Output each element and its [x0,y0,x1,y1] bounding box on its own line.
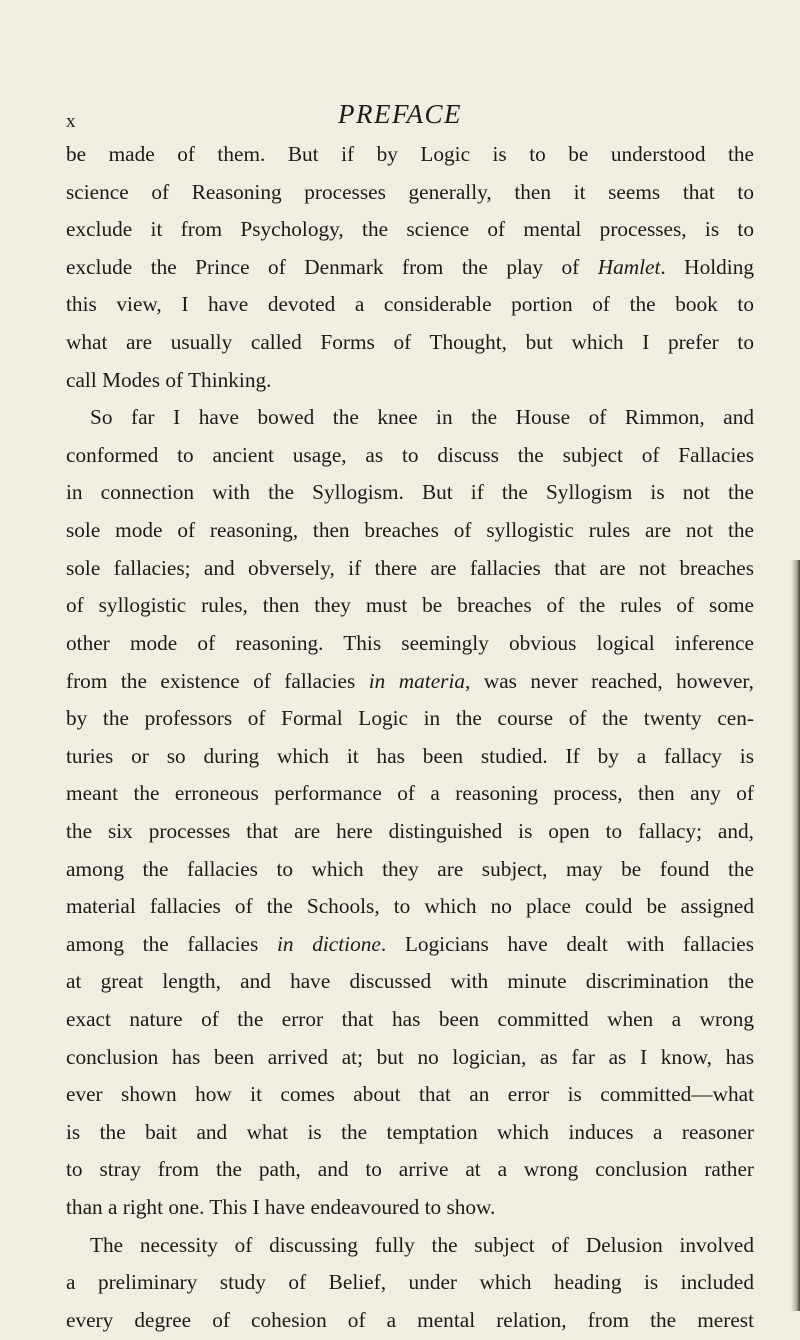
text-line [66,700,754,738]
italic-text: in dictione [276,931,381,956]
text-segment: at great length, and have discussed with minute discrimination the [66,969,754,994]
text-line [66,738,754,776]
text-line [66,286,754,324]
text-segment: be made of them. But if by Logic is to be understood the [66,142,754,166]
text-line [66,362,754,400]
text-line [66,1076,754,1114]
page-edge-shadow [791,560,800,1311]
text-line [66,1114,754,1152]
text-segment: among the fallacies [66,931,277,956]
text-segment: the six processes that are here distinguished is open to fallacy; and, [66,818,754,843]
text-segment: conformed to ancient usage, as to discuss the subject of Fallacies [66,442,754,467]
text-segment: is the bait and what is the temptation which induces a reasoner [66,1119,754,1144]
text-line [66,1151,754,1189]
italic-text: in materia [368,668,466,693]
text-line [66,888,754,926]
text-line [66,1227,754,1265]
text-segment: from the existence of fallacies [66,668,369,693]
text-segment: than a right one. This I have endeavoured to show. [66,1195,496,1220]
text-line [66,437,754,475]
text-line [66,775,754,813]
text-segment: to stray from the path, and to arrive at a wrong conclusion rather [66,1157,754,1182]
text-segment: . Logicians have dealt with fallacies [380,931,754,956]
text-segment: every degree of cohesion of a mental relation, from the merest [66,1307,754,1332]
text-line [66,813,754,851]
text-line [66,1189,754,1227]
text-segment: sole mode of reasoning, then breaches of syllogistic rules are not the [66,518,754,543]
text-line [66,1302,754,1340]
text-segment: of syllogistic rules, then they must be breaches of the rules of some [66,593,754,618]
text-line [66,174,754,212]
text-segment: exclude the Prince of Denmark from the play of [66,254,598,279]
text-line [66,625,754,663]
text-segment: by the professors of Formal Logic in the course of the twenty cen- [66,706,754,731]
text-segment: this view, I have devoted a considerable portion of the book to [66,292,754,317]
text-line [66,926,754,964]
body-text [66,136,754,1340]
text-segment: , was never reached, however, [465,668,754,693]
text-segment: exclude it from Psychology, the science of mental processes, is to [66,217,754,242]
text-line [66,474,754,512]
italic-text: Hamlet [597,254,661,279]
text-line [66,324,754,362]
text-line [66,1039,754,1077]
text-line [66,851,754,889]
text-line [66,211,754,249]
text-segment: ever shown how it comes about that an error is committed—what [66,1082,754,1107]
text-segment: meant the erroneous performance of a reasoning process, then any of [66,781,754,806]
text-segment: sole fallacies; and obversely, if there are fallacies that are not breaches [66,555,754,580]
text-line [66,1001,754,1039]
text-segment: conclusion has been arrived at; but no logician, as far as I know, has [66,1044,754,1069]
text-line [66,587,754,625]
text-segment: So far I have bowed the knee in the House of Rimmon, and [90,405,754,430]
text-segment: a preliminary study of Belief, under which heading is included [66,1270,754,1295]
text-line [66,136,754,174]
running-head: PREFACE [338,99,462,129]
text-line [66,249,754,287]
text-segment: material fallacies of the Schools, to which no place could be assigned [66,894,754,919]
text-line [66,663,754,701]
text-segment: The necessity of discussing fully the subject of Delusion involved [90,1232,754,1257]
text-segment: science of Reasoning processes generally, then it seems that to [66,179,754,204]
page-number: x [66,111,76,132]
text-segment: . Holding [660,254,754,279]
text-segment: turies or so during which it has been studied. If by a fallacy is [66,743,754,768]
text-line [66,399,754,437]
text-segment: exact nature of the error that has been committed when a wrong [66,1007,754,1032]
text-segment: among the fallacies to which they are subject, may be found the [66,856,754,881]
text-line [66,512,754,550]
text-segment: other mode of reasoning. This seemingly obvious logical inference [66,630,754,655]
text-line [66,550,754,588]
text-line [66,963,754,1001]
text-segment: in connection with the Syllogism. But if the Syllogism is not the [66,480,754,505]
text-segment: call Modes of Thinking. [66,367,272,392]
text-segment: what are usually called Forms of Thought, but which I prefer to [66,330,754,355]
text-line [66,1264,754,1302]
